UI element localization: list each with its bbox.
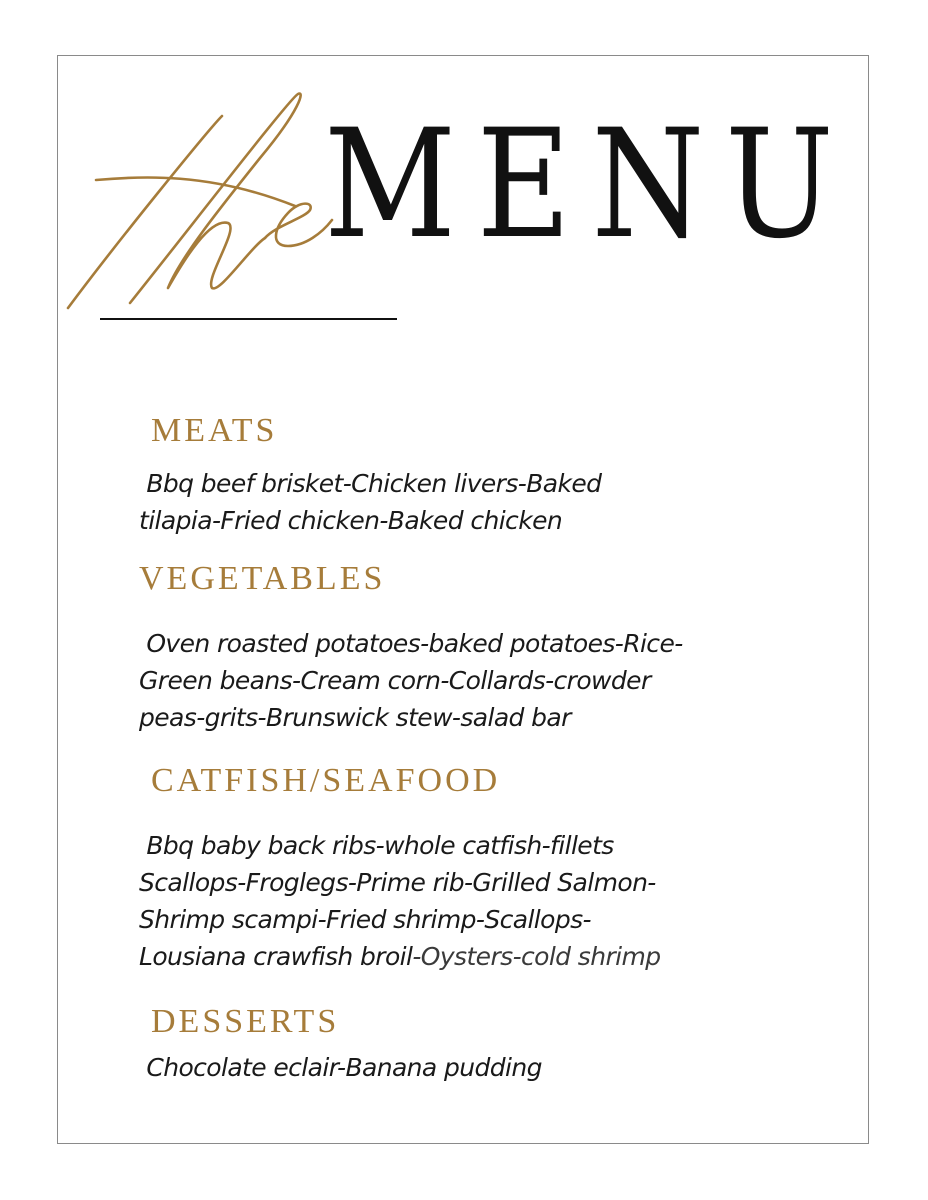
desserts-line-1: Chocolate eclair-Banana pudding bbox=[139, 1053, 542, 1082]
meats-line-1: Bbq beef brisket-Chicken livers-Baked bbox=[139, 469, 602, 498]
section-heading-meats: MEATS bbox=[151, 412, 278, 449]
seafood-line-4-light: -Oysters-cold shrimp bbox=[412, 942, 661, 971]
seafood-line-1: Bbq baby back ribs-whole catfish-fillets bbox=[139, 831, 614, 860]
section-body-meats bbox=[139, 465, 601, 539]
vegetables-line-3: peas-grits-Brunswick stew-salad bar bbox=[139, 703, 571, 732]
meats-line-2: tilapia-Fried chicken-Baked chicken bbox=[139, 506, 563, 535]
section-heading-desserts: DESSERTS bbox=[151, 1003, 340, 1040]
seafood-line-3: Shrimp scampi-Fried shrimp-Scallops- bbox=[139, 905, 591, 934]
vegetables-line-2: Green beans-Cream corn-Collards-crowder bbox=[139, 666, 651, 695]
section-body-seafood bbox=[139, 827, 661, 975]
the-script-logo bbox=[60, 88, 350, 318]
section-body-vegetables bbox=[139, 625, 683, 736]
menu-title: MENU bbox=[324, 98, 855, 272]
seafood-line-4 bbox=[139, 938, 661, 975]
title-underline bbox=[100, 318, 397, 320]
seafood-line-4-main: Lousiana crawfish broil bbox=[139, 942, 413, 971]
seafood-line-2: Scallops-Froglegs-Prime rib-Grilled Salmon- bbox=[139, 868, 656, 897]
section-heading-vegetables: VEGETABLES bbox=[139, 560, 386, 597]
section-heading-seafood: CATFISH/SEAFOOD bbox=[151, 762, 501, 799]
vegetables-line-1: Oven roasted potatoes-baked potatoes-Rice- bbox=[139, 629, 683, 658]
section-body-desserts bbox=[139, 1049, 542, 1086]
